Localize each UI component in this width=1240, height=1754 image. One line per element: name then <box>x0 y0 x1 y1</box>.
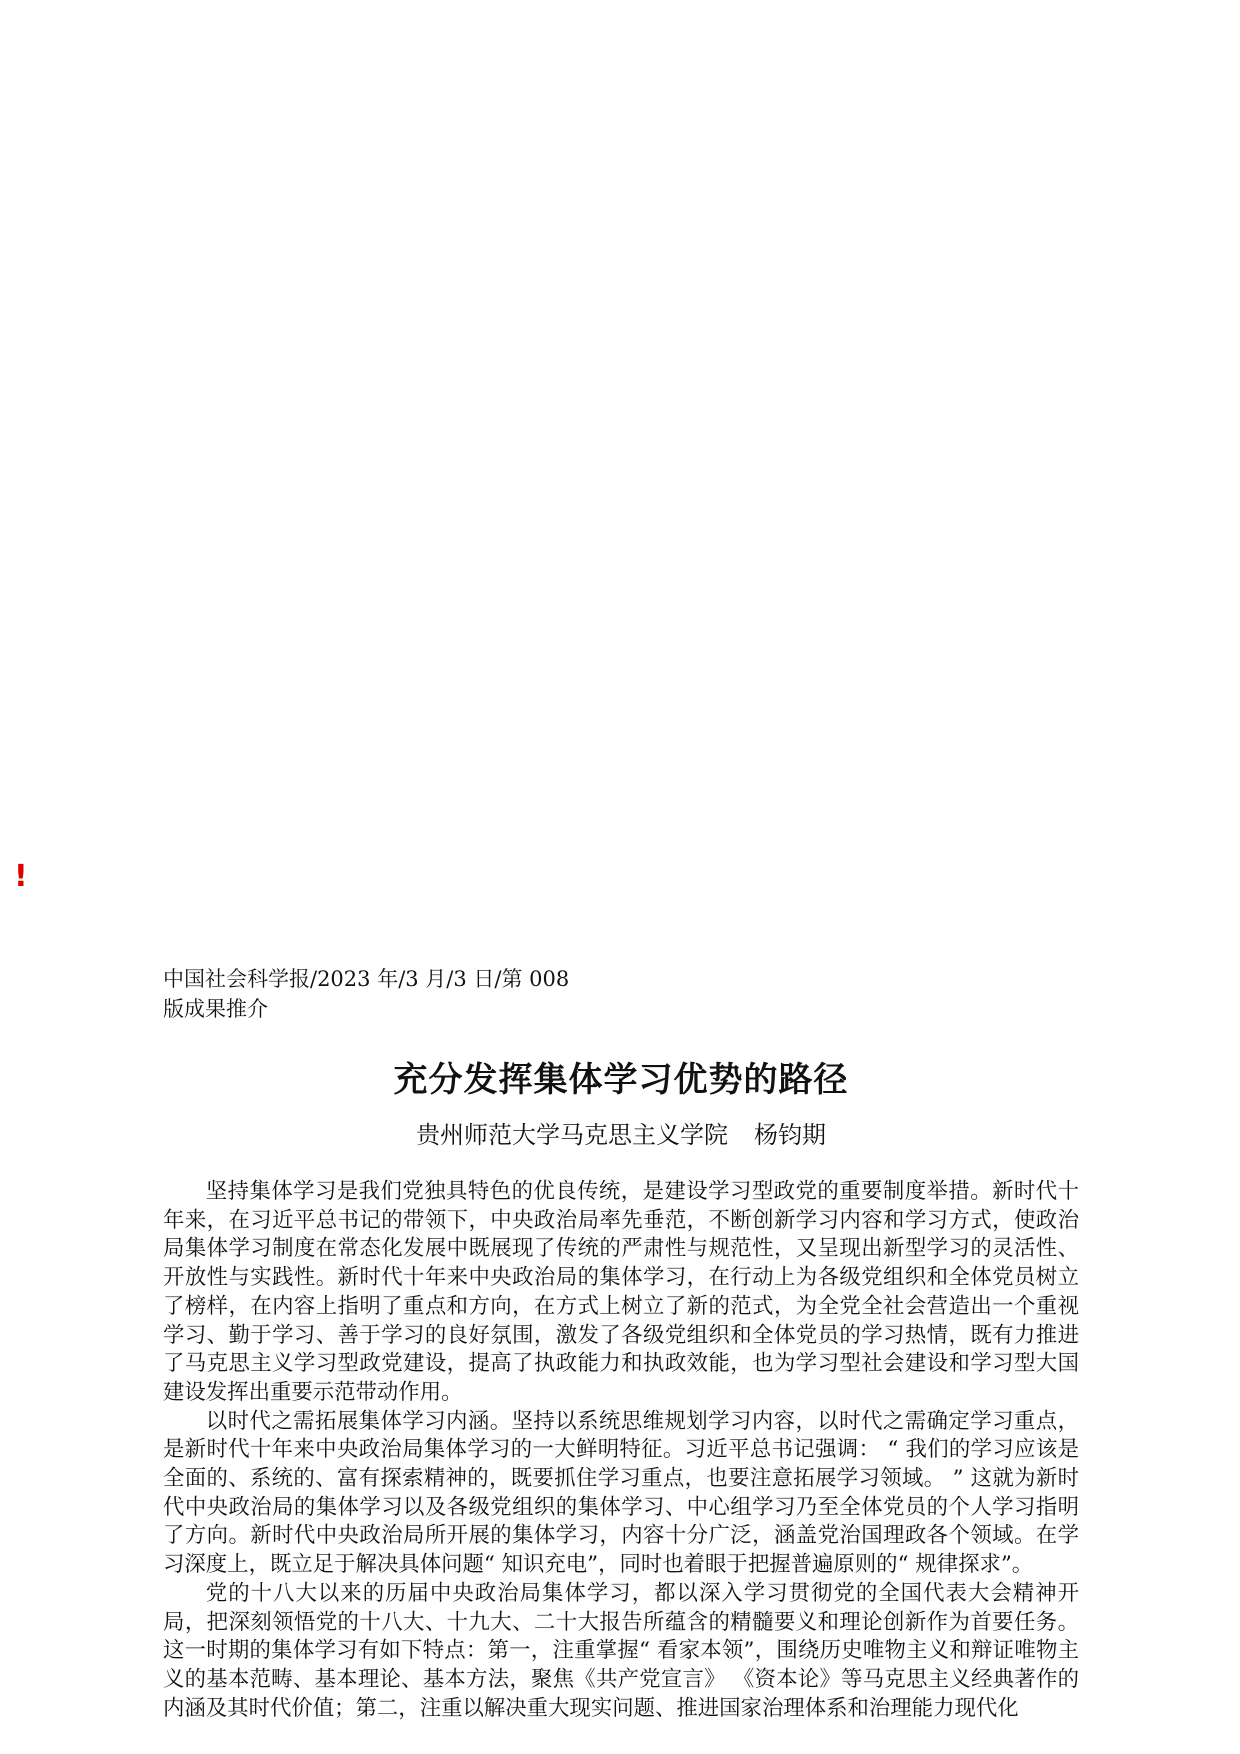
article-body <box>163 1178 1079 1723</box>
body-paragraph: 以时代之需拓展集体学习内涵。坚持以系统思维规划学习内容，以时代之需确定学习重点，是新时代十年来中央政治局集体学习的一大鲜明特征。习近平总书记强调： “ 我们的学习应该是全面的、系统的、富有探索精神的，既要抓住学习重点，也要注意拓展学习领域。 ” 这就为新时代中央政治局的集体学习以及各级党组织的集体学习、中心组学习乃至全体党员的个人学习指明了方向。新时代中央政治局所开展的集体学习，内容十分广泛，涵盖党治国理政各个领域。在学习深度上，既立足于解决具体问题“ 知识充电”，同时也着眼于把握普遍原则的“ 规律探求”。 <box>163 1408 1079 1578</box>
byline <box>163 1118 1079 1152</box>
article-title: 充分发挥集体学习优势的路径 <box>393 1060 849 1100</box>
author-name: 杨钧期 <box>754 1121 826 1149</box>
article <box>163 964 1079 1723</box>
body-paragraph: 党的十八大以来的历届中央政治局集体学习，都以深入学习贯彻党的全国代表大会精神开局，把深刻领悟党的十八大、十九大、二十大报告所蕴含的精髓要义和理论创新作为首要任务。这一时期的集体学习有如下特点：第一，注重掌握“ 看家本领”，围绕历史唯物主义和辩证唯物主义的基本范畴、基本理论、基本方法，聚焦《共产党宣言》 《资本论》等马克思主义经典著作的内涵及其时代价值；第二，注重以解决重大现实问题、推进国家治理体系和治理能力现代化 <box>163 1580 1079 1721</box>
source-line: 中国社会科学报/2023 年/3 月/3 日/第 008 <box>163 967 570 991</box>
body-paragraph: 坚持集体学习是我们党独具特色的优良传统，是建设学习型政党的重要制度举措。新时代十年来，在习近平总书记的带领下，中央政治局率先垂范，不断创新学习内容和学习方式，使政治局集体学习制度在常态化发展中既展现了传统的严肃性与规范性，又呈现出新型学习的灵活性、开放性与实践性。新时代十年来中央政治局的集体学习，在行动上为各级党组织和全体党员树立了榜样，在内容上指明了重点和方向，在方式上树立了新的范式，为全党全社会营造出一个重视学习、勤于学习、善于学习的良好氛围，激发了各级党组织和全体党员的学习热情，既有力推进了马克思主义学习型政党建设，提高了执政能力和执政效能，也为学习型社会建设和学习型大国建设发挥出重要示范带动作用。 <box>163 1179 1079 1405</box>
warning-mark: ! <box>14 859 28 894</box>
author-institution: 贵州师范大学马克思主义学院 <box>416 1121 728 1149</box>
source-line-continued: 版成果推介 <box>163 997 268 1021</box>
